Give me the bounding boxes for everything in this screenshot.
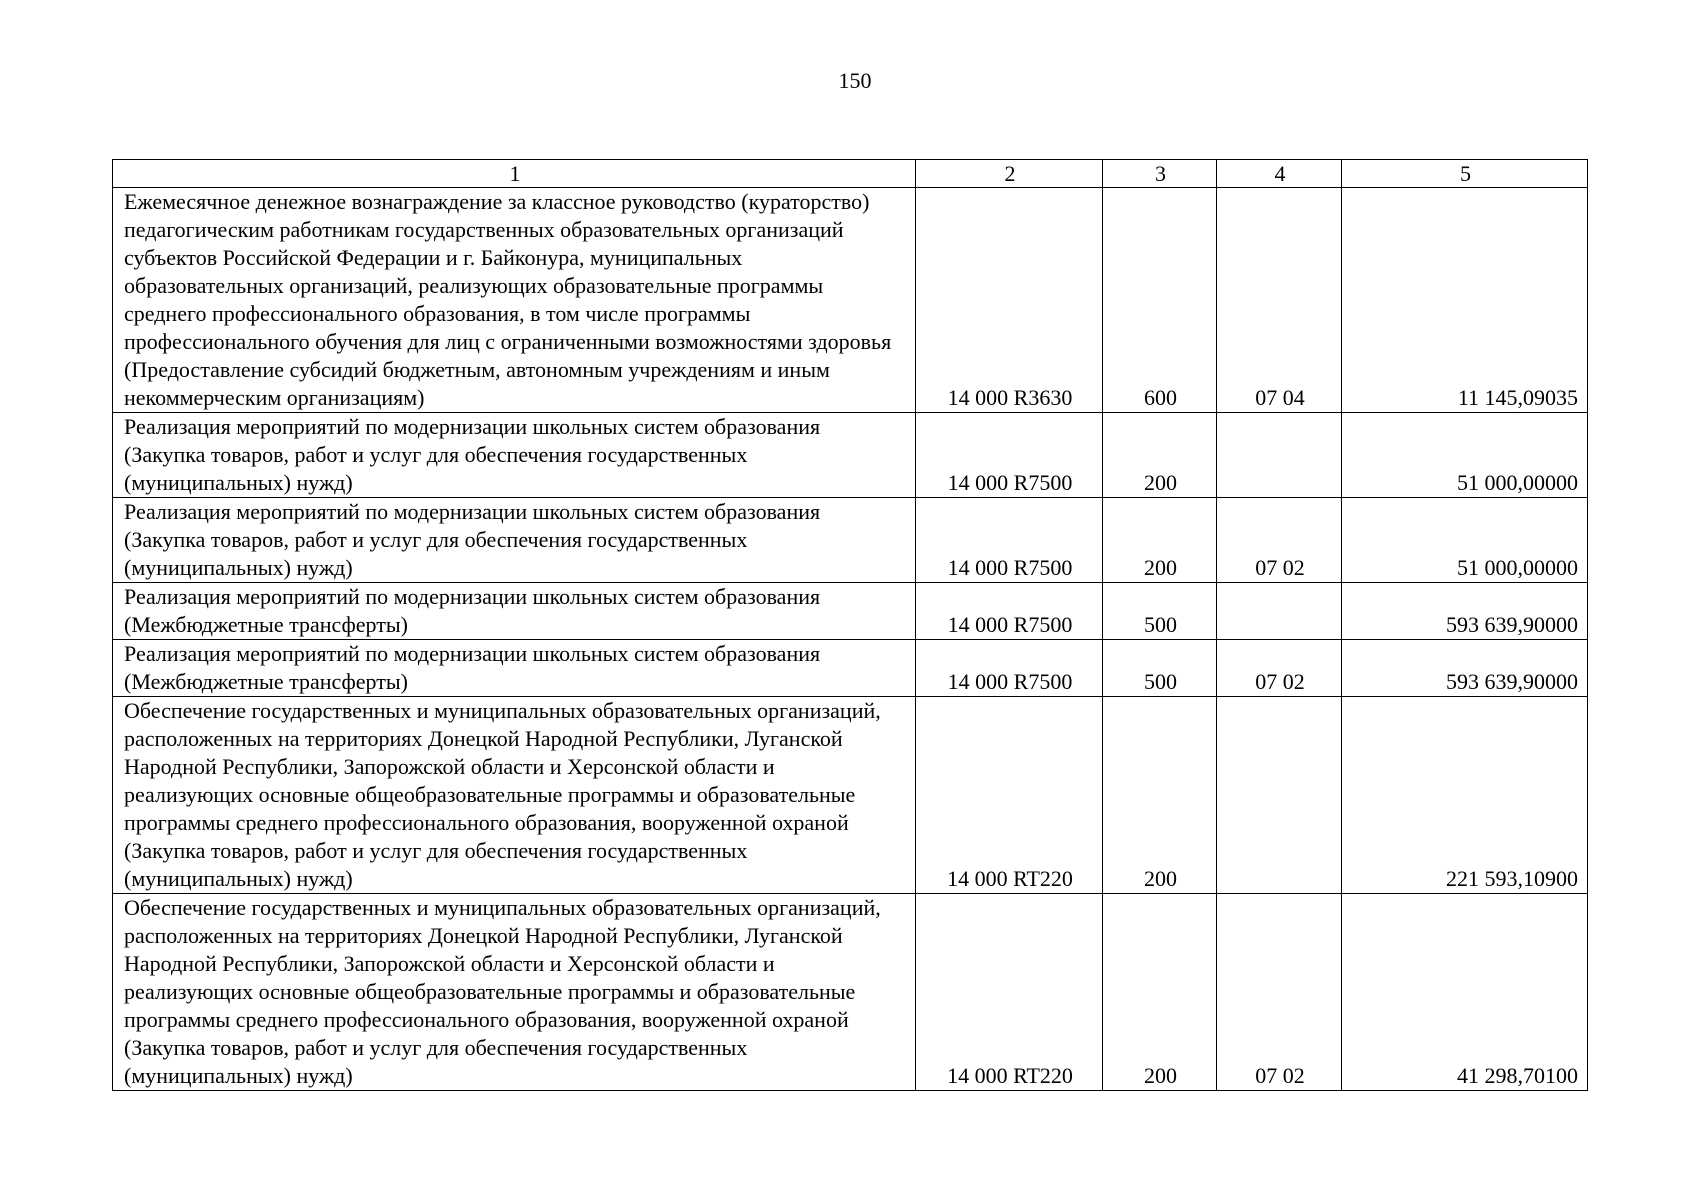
- row-section: [1217, 583, 1342, 640]
- row-amount: 51 000,00000: [1342, 413, 1588, 498]
- row-target-code: 14 000 R7500: [916, 498, 1103, 583]
- row-target-code: 14 000 RT220: [916, 894, 1103, 1091]
- row-description: Реализация мероприятий по модернизации школьных систем образования (Закупка товаров, работ и услуг для обеспечения государственных (муниципальных) нужд): [113, 498, 916, 583]
- table-row: [113, 188, 1588, 413]
- table-row: [113, 413, 1588, 498]
- table-row: [113, 697, 1588, 894]
- row-section: [1217, 697, 1342, 894]
- row-target-code: 14 000 R7500: [916, 640, 1103, 697]
- row-description: Реализация мероприятий по модернизации школьных систем образования (Закупка товаров, работ и услуг для обеспечения государственных (муниципальных) нужд): [113, 413, 916, 498]
- page-number: 150: [838, 68, 872, 93]
- row-expense-type: 200: [1103, 894, 1217, 1091]
- row-section: 07 02: [1217, 640, 1342, 697]
- budget-table: [112, 159, 1588, 1091]
- row-target-code: 14 000 RT220: [916, 697, 1103, 894]
- column-header-3: 3: [1103, 160, 1217, 188]
- column-header-2: 2: [916, 160, 1103, 188]
- row-target-code: 14 000 R7500: [916, 583, 1103, 640]
- row-amount: 41 298,70100: [1342, 894, 1588, 1091]
- row-amount: 593 639,90000: [1342, 640, 1588, 697]
- row-expense-type: 200: [1103, 413, 1217, 498]
- row-expense-type: 500: [1103, 640, 1217, 697]
- row-amount: 51 000,00000: [1342, 498, 1588, 583]
- row-expense-type: 200: [1103, 697, 1217, 894]
- row-expense-type: 200: [1103, 498, 1217, 583]
- row-target-code: 14 000 R7500: [916, 413, 1103, 498]
- row-description: Обеспечение государственных и муниципальных образовательных организаций, расположенных на территориях Донецкой Народной Республики, Луганской Народной Республики, Запорожской области и Херсонской области и реализующих основные общеобразовательные программы и образовательные программы среднего профессионального образования, вооруженной охраной (Закупка товаров, работ и услуг для обеспечения государственных (муниципальных) нужд): [113, 697, 916, 894]
- row-amount: 593 639,90000: [1342, 583, 1588, 640]
- column-header-1: 1: [113, 160, 916, 188]
- header-row: [113, 160, 1588, 188]
- row-description: Реализация мероприятий по модернизации школьных систем образования (Межбюджетные трансферты): [113, 583, 916, 640]
- row-section: 07 04: [1217, 188, 1342, 413]
- row-section: 07 02: [1217, 498, 1342, 583]
- row-description: Обеспечение государственных и муниципальных образовательных организаций, расположенных на территориях Донецкой Народной Республики, Луганской Народной Республики, Запорожской области и Херсонской области и реализующих основные общеобразовательные программы и образовательные программы среднего профессионального образования, вооруженной охраной (Закупка товаров, работ и услуг для обеспечения государственных (муниципальных) нужд): [113, 894, 916, 1091]
- row-expense-type: 500: [1103, 583, 1217, 640]
- row-section: 07 02: [1217, 894, 1342, 1091]
- table-row: [113, 583, 1588, 640]
- column-header-5: 5: [1342, 160, 1588, 188]
- column-header-4: 4: [1217, 160, 1342, 188]
- row-section: [1217, 413, 1342, 498]
- row-amount: 221 593,10900: [1342, 697, 1588, 894]
- table-row: [113, 498, 1588, 583]
- table-row: [113, 894, 1588, 1091]
- table-row: [113, 640, 1588, 697]
- row-expense-type: 600: [1103, 188, 1217, 413]
- row-description: Реализация мероприятий по модернизации школьных систем образования (Межбюджетные трансферты): [113, 640, 916, 697]
- row-target-code: 14 000 R3630: [916, 188, 1103, 413]
- row-description: Ежемесячное денежное вознаграждение за классное руководство (кураторство) педагогическим работникам государственных образовательных организаций субъектов Российской Федерации и г. Байконура, муниципальных образовательных организаций, реализующих образовательные программы среднего профессионального образования, в том числе программы профессионального обучения для лиц с ограниченными возможностями здоровья (Предоставление субсидий бюджетным, автономным учреждениям и иным некоммерческим организациям): [113, 188, 916, 413]
- row-amount: 11 145,09035: [1342, 188, 1588, 413]
